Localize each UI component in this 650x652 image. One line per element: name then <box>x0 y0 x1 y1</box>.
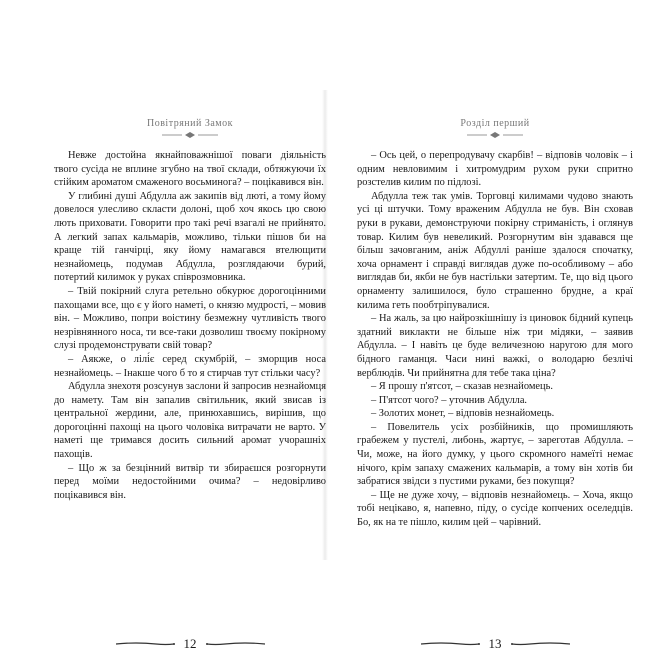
running-head-right: Розділ перший <box>460 118 530 129</box>
header-ornament-left-icon <box>160 131 220 139</box>
body-text-left <box>54 149 326 502</box>
page-number-left: 12 <box>183 636 197 651</box>
paragraph: Невже достойна якнайповажнішої поваги діяльність твого сусіда не вплине згубно на твої склади, обтяжуючи їх стійким ароматом смаженого восьминога? – поцікавився він. <box>54 150 326 189</box>
paragraph: – Ще не дуже хочу, – відповів незнайомець. – Хоча, якщо тобі нецікаво, я, напевно, піду, о сусіде копчених оселедців. Бо, як на те пішло, килим цей – чарівний. <box>357 489 633 529</box>
footer-ornament-icon <box>116 640 176 648</box>
body-text-right <box>357 149 633 530</box>
paragraph: Абдулла теж так умів. Торговці килимами чудово знають усі ці штучки. Тому враженим Абдулла не був. Він сховав руки в рукави, демонструючи покірну стриманість, і оглянув товар. Килим був невеликий. Розгорнутим він здавався ще більш зачовганим, аніж Абдуллі раніше здалося спочатку, хоча орнамент і справді виглядав дуже по-особливому – або виглядав би, якби не був настільки затертим. Те, що від цього орнаменту залишилося, було страшенно брудне, а краї килима геть пообтріпувалися. <box>357 190 633 311</box>
footer-ornament-icon <box>421 640 481 648</box>
footer-ornament-icon <box>205 640 265 648</box>
header-ornament-right-icon <box>465 131 525 139</box>
paragraph: У глибині душі Абдулла аж закипів від люті, а тому йому довелося улесливо скласти долоні, щоб хоч якось цю свою лють приховати. Говорити про такі речі взагалі не прийнято. А легкий запах кальмарів, можливо, тільки пішов би на краще тій ганчірці, яку йому намагався втелющити незнайомець, подумав Абдулла, розглядаючи бурий, потертий килимок у руках співрозмовника. <box>54 190 326 284</box>
paragraph: – П'ятсот чого? – уточнив Абдулла. <box>371 394 528 406</box>
running-head-left: Повітряний Замок <box>146 118 233 129</box>
paragraph: – Повелитель усіх розбійників, що промишляють грабежем у пустелі, либонь, жартує, – зареготав Абдулла. – Чи, може, на його думку, у цього скромного намеїті немає нічого, крім запаху смажених кальмарів, а тому він хотів би забратися звідси з пустими руками, без покупця? <box>357 421 633 488</box>
page-number-right: 13 <box>488 636 502 651</box>
left-page <box>54 118 326 651</box>
paragraph: – Ось цей, о перепродувачу скарбів! – відповів чоловік – і одним невловимим і хитромудрим рухом руки спритно розстелив килим по підлозі. <box>357 150 633 189</box>
paragraph: Абдулла знехотя розсунув заслони й запросив незнайомця до намету. Там він запалив світильник, який звисав із центральної жердини, але, принюхавшись, вирішив, що дорогоцінні пахощі на цього чоловіка витрачати не варто. У наметі ще тримався досить сильний аромат учорашніх пахощів. <box>54 381 326 461</box>
paragraph: – На жаль, за цю найрозкішнішу із циновок бідний купець здатний виклакти не більше ніж три мідяки, – заявив Абдулла. – І навіть це буде величезною наругою для мого бідного гаманця. Часи нині важкі, о володарю безлічі верблюдів. Чи прийнятна для тебе така ціна? <box>357 313 633 379</box>
footer-ornament-icon <box>510 640 570 648</box>
paragraph: – Аякже, о лілі́є серед скумбрій, – зморщив носа незнайомець. – Інакше чого б то я стирчав тут стільки часу? <box>54 353 326 379</box>
paragraph: – Твій покірний слуга ретельно обкурює дорогоцінними пахощами все, що є у його наметі, о князю мудрості, – мовив він. – Можливо, попри воістину безмежну чутливість твого незрівнянного носа, ти все-таки дозволиш твоєму покірному слузі продемонструвати свій товар? <box>54 285 326 352</box>
paragraph: – Що ж за безцінний витвір ти збираєшся розгорнути перед моїми недостойними очима? – недовірливо поцікавився він. <box>54 462 326 501</box>
paragraph: – Золотих монет, – відповів незнайомець. <box>371 408 555 420</box>
right-page <box>357 118 633 651</box>
paragraph: – Я прошу п'ятсот, – сказав незнайомець. <box>371 381 553 393</box>
